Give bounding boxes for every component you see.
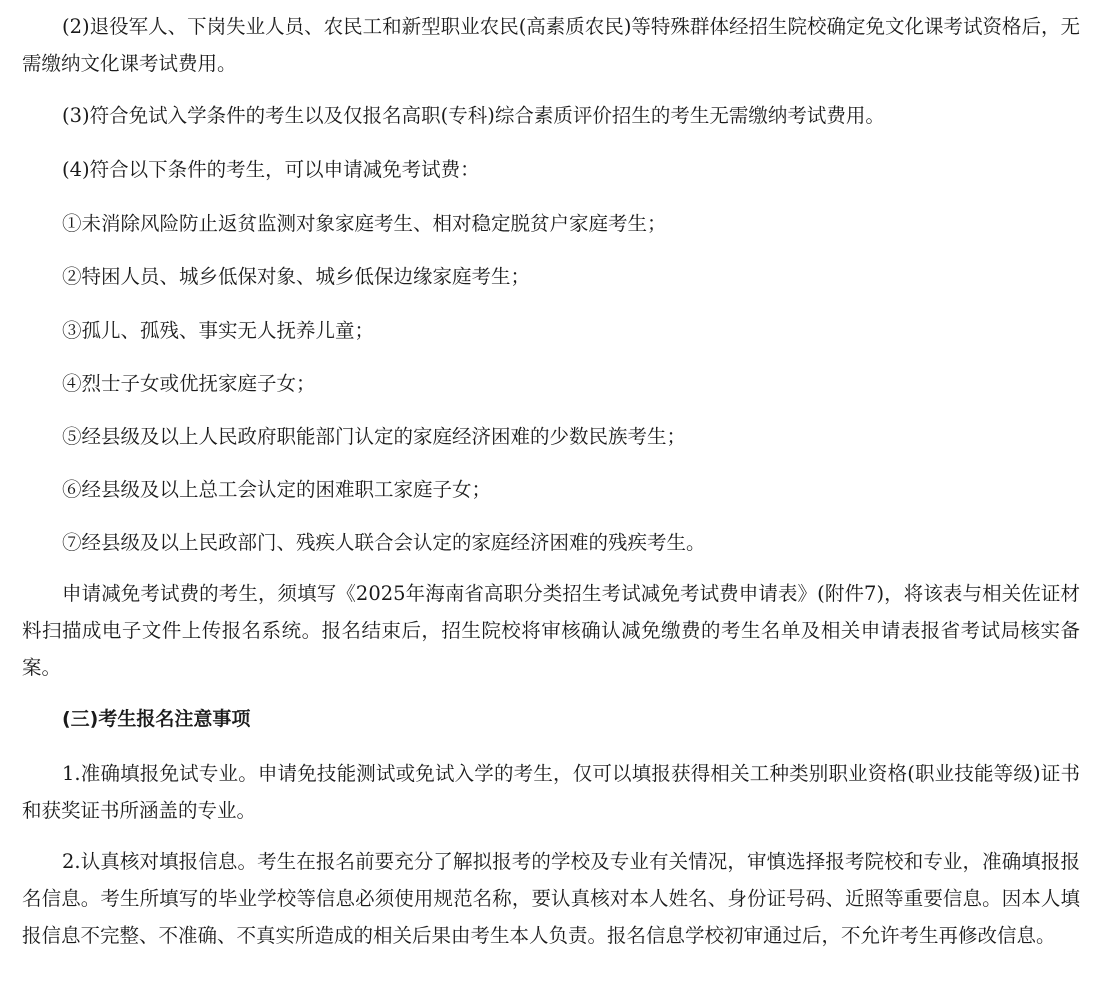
paragraph-item-4: (4)符合以下条件的考生，可以申请减免考试费： — [62, 158, 480, 181]
condition-7: ⑦经县级及以上民政部门、残疾人联合会认定的家庭经济困难的残疾考生。 — [62, 531, 706, 554]
notice-item-2: 2.认真核对填报信息。考生在报名前要充分了解拟报考的学校及专业有关情况，审慎选择报考院校和专业，准确填报报名信息。考生所填写的毕业学校等信息必须使用规范名称，要认真核对本人姓名、身份证号码、近照等重要信息。因本人填报信息不完整、不准确、不真实所造成的相关后果由考生本人负责。报名信息学校初审通过后，不允许考生再修改信息。 — [22, 850, 1080, 947]
paragraph-item-3: (3)符合免试入学条件的考生以及仅报名高职(专科)综合素质评价招生的考生无需缴纳考试费用。 — [62, 104, 885, 127]
condition-6: ⑥经县级及以上总工会认定的困难职工家庭子女； — [62, 478, 492, 501]
condition-5: ⑤经县级及以上人民政府职能部门认定的家庭经济困难的少数民族考生； — [62, 425, 687, 448]
paragraph-item-2: (2)退役军人、下岗失业人员、农民工和新型职业农民(高素质农民)等特殊群体经招生院校确定免文化课考试资格后，无需缴纳文化课考试费用。 — [22, 15, 1080, 75]
condition-3: ③孤儿、孤残、事实无人抚养儿童； — [62, 319, 375, 342]
condition-1: ①未消除风险防止返贫监测对象家庭考生、相对稳定脱贫户家庭考生； — [62, 212, 667, 235]
condition-2: ②特困人员、城乡低保对象、城乡低保边缘家庭考生； — [62, 265, 531, 288]
section-heading: (三)考生报名注意事项 — [62, 708, 251, 730]
notice-item-1: 1.准确填报免试专业。申请免技能测试或免试入学的考生，仅可以填报获得相关工种类别职业资格(职业技能等级)证书和获奖证书所涵盖的专业。 — [22, 762, 1080, 822]
condition-4: ④烈士子女或优抚家庭子女； — [62, 372, 316, 395]
fee-reduction-paragraph: 申请减免考试费的考生，须填写《2025年海南省高职分类招生考试减免考试费申请表》(附件7)，将该表与相关佐证材料扫描成电子文件上传报名系统。报名结束后，招生院校将审核确认减免缴费的考生名单及相关申请表报省考试局核实备案。 — [22, 582, 1080, 679]
